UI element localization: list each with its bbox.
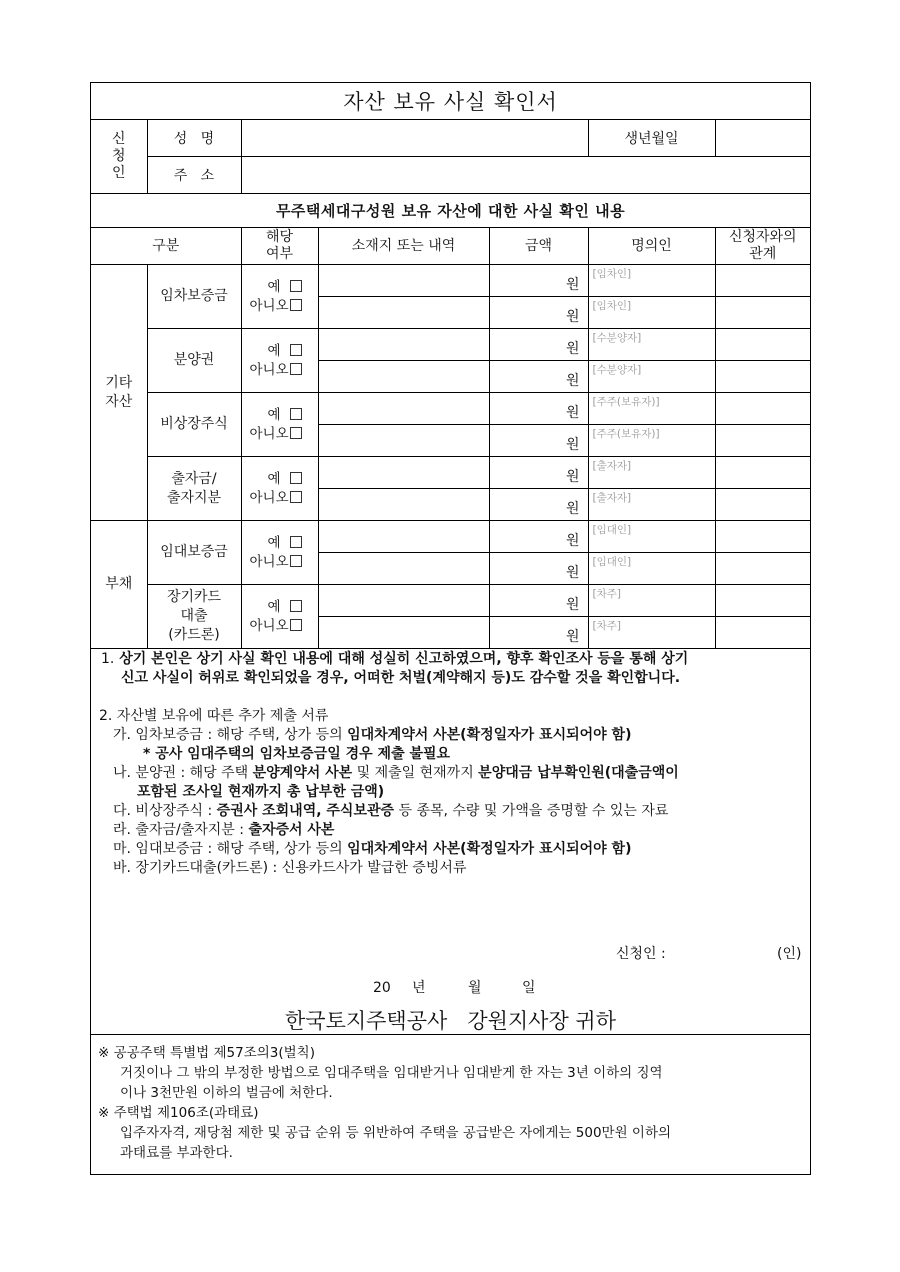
item-label-line: 분양권 (173, 352, 215, 368)
no-checkbox[interactable] (290, 555, 302, 567)
item-label (147, 393, 241, 457)
doc-text: 등 종목, 수량 및 가액을 증명할 수 있는 자료 (394, 803, 669, 819)
item-label-line: (카드론) (168, 627, 220, 643)
no-checkbox[interactable] (290, 299, 302, 311)
asset-confirmation-form (90, 82, 811, 1175)
declaration-line: 상기 본인은 상기 사실 확인 내용에 대해 성실히 신고하였으며, 향후 확인조사 등을 통해 상기 (119, 651, 689, 667)
doc-item-ra (113, 821, 810, 840)
date-month-unit: 월 (468, 980, 482, 996)
signature-label: 신청인 : (616, 946, 666, 962)
holder-placeholder: [임대인] (592, 524, 632, 536)
applicable-checkboxes (241, 329, 318, 393)
relation-field[interactable] (715, 553, 810, 585)
amount-field[interactable] (489, 489, 588, 521)
name-label: 성 명 (147, 120, 241, 157)
won-unit: 원 (565, 276, 580, 293)
yes-checkbox[interactable] (290, 536, 302, 548)
relation-field[interactable] (715, 265, 810, 297)
no-option[interactable] (250, 425, 318, 444)
doc-bold: 증권사 조회내역, 주식보관증 (216, 803, 395, 819)
won-unit: 원 (565, 596, 580, 613)
relation-field[interactable] (715, 425, 810, 457)
doc-text: 라. 출자금/출자지분 : (113, 822, 249, 838)
relation-field[interactable] (715, 585, 810, 617)
relation-field[interactable] (715, 329, 810, 361)
header-relation-line: 신청자와의 (728, 229, 797, 245)
no-label: 아니오 (249, 553, 289, 570)
asset-row (91, 521, 810, 553)
yes-option[interactable] (250, 278, 318, 297)
yes-checkbox[interactable] (290, 408, 302, 420)
doc-item-ga (113, 726, 810, 745)
won-unit: 원 (565, 308, 580, 325)
side-char: 신 (111, 131, 126, 147)
no-option[interactable] (250, 617, 318, 636)
declaration (101, 650, 810, 688)
header-amount: 금액 (489, 228, 588, 265)
yes-label: 예 (267, 406, 281, 423)
relation-field[interactable] (715, 297, 810, 329)
signature-seal[interactable]: (인) (777, 946, 802, 962)
holder-placeholder: [차주] (592, 588, 621, 600)
asset-row (91, 329, 810, 361)
won-unit: 원 (565, 532, 580, 549)
date-day-unit: 일 (522, 980, 536, 996)
yes-checkbox[interactable] (290, 472, 302, 484)
detail-field[interactable] (318, 329, 489, 361)
holder-field[interactable] (588, 489, 715, 521)
amount-field[interactable] (489, 265, 588, 297)
doc-text: 마. 임대보증금 : 해당 주택, 상가 등의 (113, 841, 348, 857)
item-label (147, 521, 241, 585)
header-relation-line: 관계 (749, 246, 777, 262)
applicable-checkboxes (241, 585, 318, 649)
header-applicable-line: 해당 (265, 229, 294, 245)
yes-checkbox[interactable] (290, 600, 302, 612)
holder-field[interactable] (588, 265, 715, 297)
holder-field[interactable] (588, 521, 715, 553)
footnote-line: 거짓이나 그 밖의 부정한 방법으로 임대주택을 임대받거나 임대받게 한 자는 3년 이하의 징역 (120, 1065, 663, 1081)
header-applicable (241, 228, 318, 265)
won-unit: 원 (565, 404, 580, 421)
footnote-line: 이나 3천만원 이하의 벌금에 처한다. (120, 1085, 333, 1101)
applicable-checkboxes (241, 393, 318, 457)
holder-placeholder: [차주] (592, 620, 621, 632)
holder-placeholder: [임차인] (592, 300, 632, 312)
detail-field[interactable] (318, 585, 489, 617)
won-unit: 원 (565, 372, 580, 389)
notice-section (91, 650, 810, 1033)
holder-field[interactable] (588, 393, 715, 425)
holder-placeholder: [출자자] (592, 492, 632, 504)
doc-text: 나. 분양권 : 해당 주택 (113, 765, 253, 781)
date-year: 20 (373, 980, 391, 996)
footnote-line: 과태료를 부과한다. (120, 1145, 233, 1161)
yes-option[interactable] (250, 342, 318, 361)
birth-label: 생년월일 (588, 120, 715, 157)
won-unit: 원 (565, 564, 580, 581)
doc-item-ma (113, 840, 810, 859)
yes-label: 예 (267, 598, 281, 615)
holder-placeholder: [주주(보유자)] (592, 396, 660, 408)
relation-field[interactable] (715, 457, 810, 489)
holder-field[interactable] (588, 425, 715, 457)
birth-field[interactable] (715, 120, 810, 157)
applicable-checkboxes (241, 457, 318, 521)
detail-field[interactable] (318, 393, 489, 425)
doc-bold: 분양계약서 사본 (252, 765, 353, 781)
no-checkbox[interactable] (290, 363, 302, 375)
doc-item-ba: 바. 장기카드대출(카드론) : 신용카드사가 발급한 증빙서류 (113, 860, 467, 876)
relation-field[interactable] (715, 393, 810, 425)
date-year-unit: 년 (412, 980, 426, 996)
amount-field[interactable] (489, 457, 588, 489)
detail-field[interactable] (318, 617, 489, 649)
holder-placeholder: [출자자] (592, 460, 632, 472)
footnote-line: 입주자자격, 재당첨 제한 및 공급 순위 등 위반하여 주택을 공급받은 자에게는 500만원 이하의 (120, 1125, 672, 1141)
form-title: 자산 보유 사실 확인서 (91, 83, 810, 120)
holder-placeholder: [임대인] (592, 556, 632, 568)
recipient: 한국토지주택공사 강원지사장 귀하 (285, 1009, 616, 1033)
footnotes (91, 1034, 810, 1175)
declaration-number: 1. (101, 651, 115, 667)
side-char: 인 (111, 165, 126, 181)
doc-bold: 임대차계약서 사본(확정일자가 표시되어야 함) (347, 727, 632, 743)
holder-placeholder: [임차인] (592, 268, 632, 280)
no-label: 아니오 (249, 617, 289, 634)
header-detail: 소재지 또는 내역 (318, 228, 489, 265)
amount-field[interactable] (489, 585, 588, 617)
yes-checkbox[interactable] (290, 344, 302, 356)
doc-text: 및 제출일 현재까지 (352, 765, 479, 781)
header-applicable-line: 여부 (265, 246, 294, 262)
no-option[interactable] (250, 489, 318, 508)
item-label-line: 임대보증금 (160, 544, 228, 560)
relation-field[interactable] (715, 361, 810, 393)
applicable-checkboxes (241, 265, 318, 329)
asset-row (91, 393, 810, 425)
yes-option[interactable] (250, 470, 318, 489)
no-option[interactable] (250, 361, 318, 380)
doc-item-da (113, 802, 810, 821)
amount-field[interactable] (489, 425, 588, 457)
detail-field[interactable] (318, 553, 489, 585)
doc-bold: 출자증서 사본 (248, 822, 335, 838)
amount-field[interactable] (489, 361, 588, 393)
yes-option[interactable] (250, 598, 318, 617)
item-label (147, 329, 241, 393)
doc-item-na (113, 764, 810, 783)
yes-label: 예 (267, 534, 281, 551)
doc-note: * 공사 임대주택의 임차보증금일 경우 제출 불필요 (143, 746, 451, 762)
no-label: 아니오 (249, 297, 289, 314)
amount-field[interactable] (489, 553, 588, 585)
no-label: 아니오 (249, 361, 289, 378)
documents-heading: 2. 자산별 보유에 따른 추가 제출 서류 (99, 708, 329, 724)
yes-label: 예 (267, 470, 281, 487)
no-label: 아니오 (249, 489, 289, 506)
group-label (91, 521, 147, 649)
applicable-checkboxes (241, 521, 318, 585)
amount-field[interactable] (489, 393, 588, 425)
detail-field[interactable] (318, 457, 489, 489)
item-label-line: 출자지분 (166, 489, 222, 506)
yes-checkbox[interactable] (290, 280, 302, 292)
no-checkbox[interactable] (290, 491, 302, 503)
detail-field[interactable] (318, 425, 489, 457)
asset-row (91, 457, 810, 489)
relation-field[interactable] (715, 521, 810, 553)
doc-item-na-line2: 포함된 조사일 현재까지 총 납부한 금액) (137, 784, 385, 800)
item-label-line: 임차보증금 (160, 288, 228, 304)
header-holder: 명의인 (588, 228, 715, 265)
won-unit: 원 (565, 340, 580, 357)
group-label-line: 부채 (105, 576, 133, 592)
footnote-title: ※ 주택법 제106조(과태료) (98, 1105, 259, 1121)
won-unit: 원 (565, 436, 580, 453)
asset-row (91, 585, 810, 617)
holder-field[interactable] (588, 617, 715, 649)
won-unit: 원 (565, 628, 580, 645)
holder-field[interactable] (588, 329, 715, 361)
holder-field[interactable] (588, 585, 715, 617)
relation-field[interactable] (715, 617, 810, 649)
yes-option[interactable] (250, 534, 318, 553)
doc-text: 다. 비상장주식 : (113, 803, 217, 819)
relation-field[interactable] (715, 489, 810, 521)
asset-table (91, 83, 810, 649)
footnote-title: ※ 공공주택 특별법 제57조의3(벌칙) (98, 1045, 315, 1061)
yes-label: 예 (267, 278, 281, 295)
address-field[interactable] (241, 157, 810, 194)
item-label (147, 585, 241, 649)
doc-bold: 분양대금 납부확인원(대출금액이 (478, 765, 679, 781)
no-option[interactable] (250, 297, 318, 316)
yes-option[interactable] (250, 406, 318, 425)
item-label-line: 출자금/ (171, 470, 217, 487)
header-relation (715, 228, 810, 265)
holder-placeholder: [주주(보유자)] (592, 428, 660, 440)
holder-placeholder: [수분양자] (592, 364, 642, 376)
side-char: 청 (111, 148, 126, 164)
no-label: 아니오 (249, 425, 289, 442)
address-label: 주 소 (147, 157, 241, 194)
amount-field[interactable] (489, 521, 588, 553)
holder-field[interactable] (588, 457, 715, 489)
won-unit: 원 (565, 500, 580, 517)
holder-placeholder: [수분양자] (592, 332, 642, 344)
holder-field[interactable] (588, 553, 715, 585)
won-unit: 원 (565, 468, 580, 485)
item-label (147, 457, 241, 521)
group-label-line: 기타 (105, 374, 133, 391)
amount-field[interactable] (489, 617, 588, 649)
section-title: 무주택세대구성원 보유 자산에 대한 사실 확인 내용 (91, 194, 810, 228)
doc-text: 가. 임차보증금 : 해당 주택, 상가 등의 (113, 727, 348, 743)
name-field[interactable] (241, 120, 588, 157)
header-category: 구분 (91, 228, 241, 265)
amount-field[interactable] (489, 297, 588, 329)
detail-field[interactable] (318, 521, 489, 553)
no-option[interactable] (250, 553, 318, 572)
holder-field[interactable] (588, 297, 715, 329)
item-label-line: 대출 (180, 608, 208, 624)
yes-label: 예 (267, 342, 281, 359)
detail-field[interactable] (318, 361, 489, 393)
item-label-line: 장기카드 (166, 589, 222, 605)
asset-row (91, 265, 810, 297)
no-checkbox[interactable] (290, 619, 302, 631)
item-label-line: 비상장주식 (160, 416, 228, 432)
amount-field[interactable] (489, 329, 588, 361)
detail-field[interactable] (318, 297, 489, 329)
applicant-side-label (91, 120, 147, 194)
group-label (91, 265, 147, 521)
item-label (147, 265, 241, 329)
doc-bold: 임대차계약서 사본(확정일자가 표시되어야 함) (347, 841, 632, 857)
no-checkbox[interactable] (290, 427, 302, 439)
detail-field[interactable] (318, 489, 489, 521)
group-label-line: 자산 (105, 393, 133, 410)
holder-field[interactable] (588, 361, 715, 393)
detail-field[interactable] (318, 265, 489, 297)
declaration-line: 신고 사실이 허위로 확인되었을 경우, 어떠한 처벌(계약해지 등)도 감수할 것을 확인합니다. (121, 670, 681, 686)
